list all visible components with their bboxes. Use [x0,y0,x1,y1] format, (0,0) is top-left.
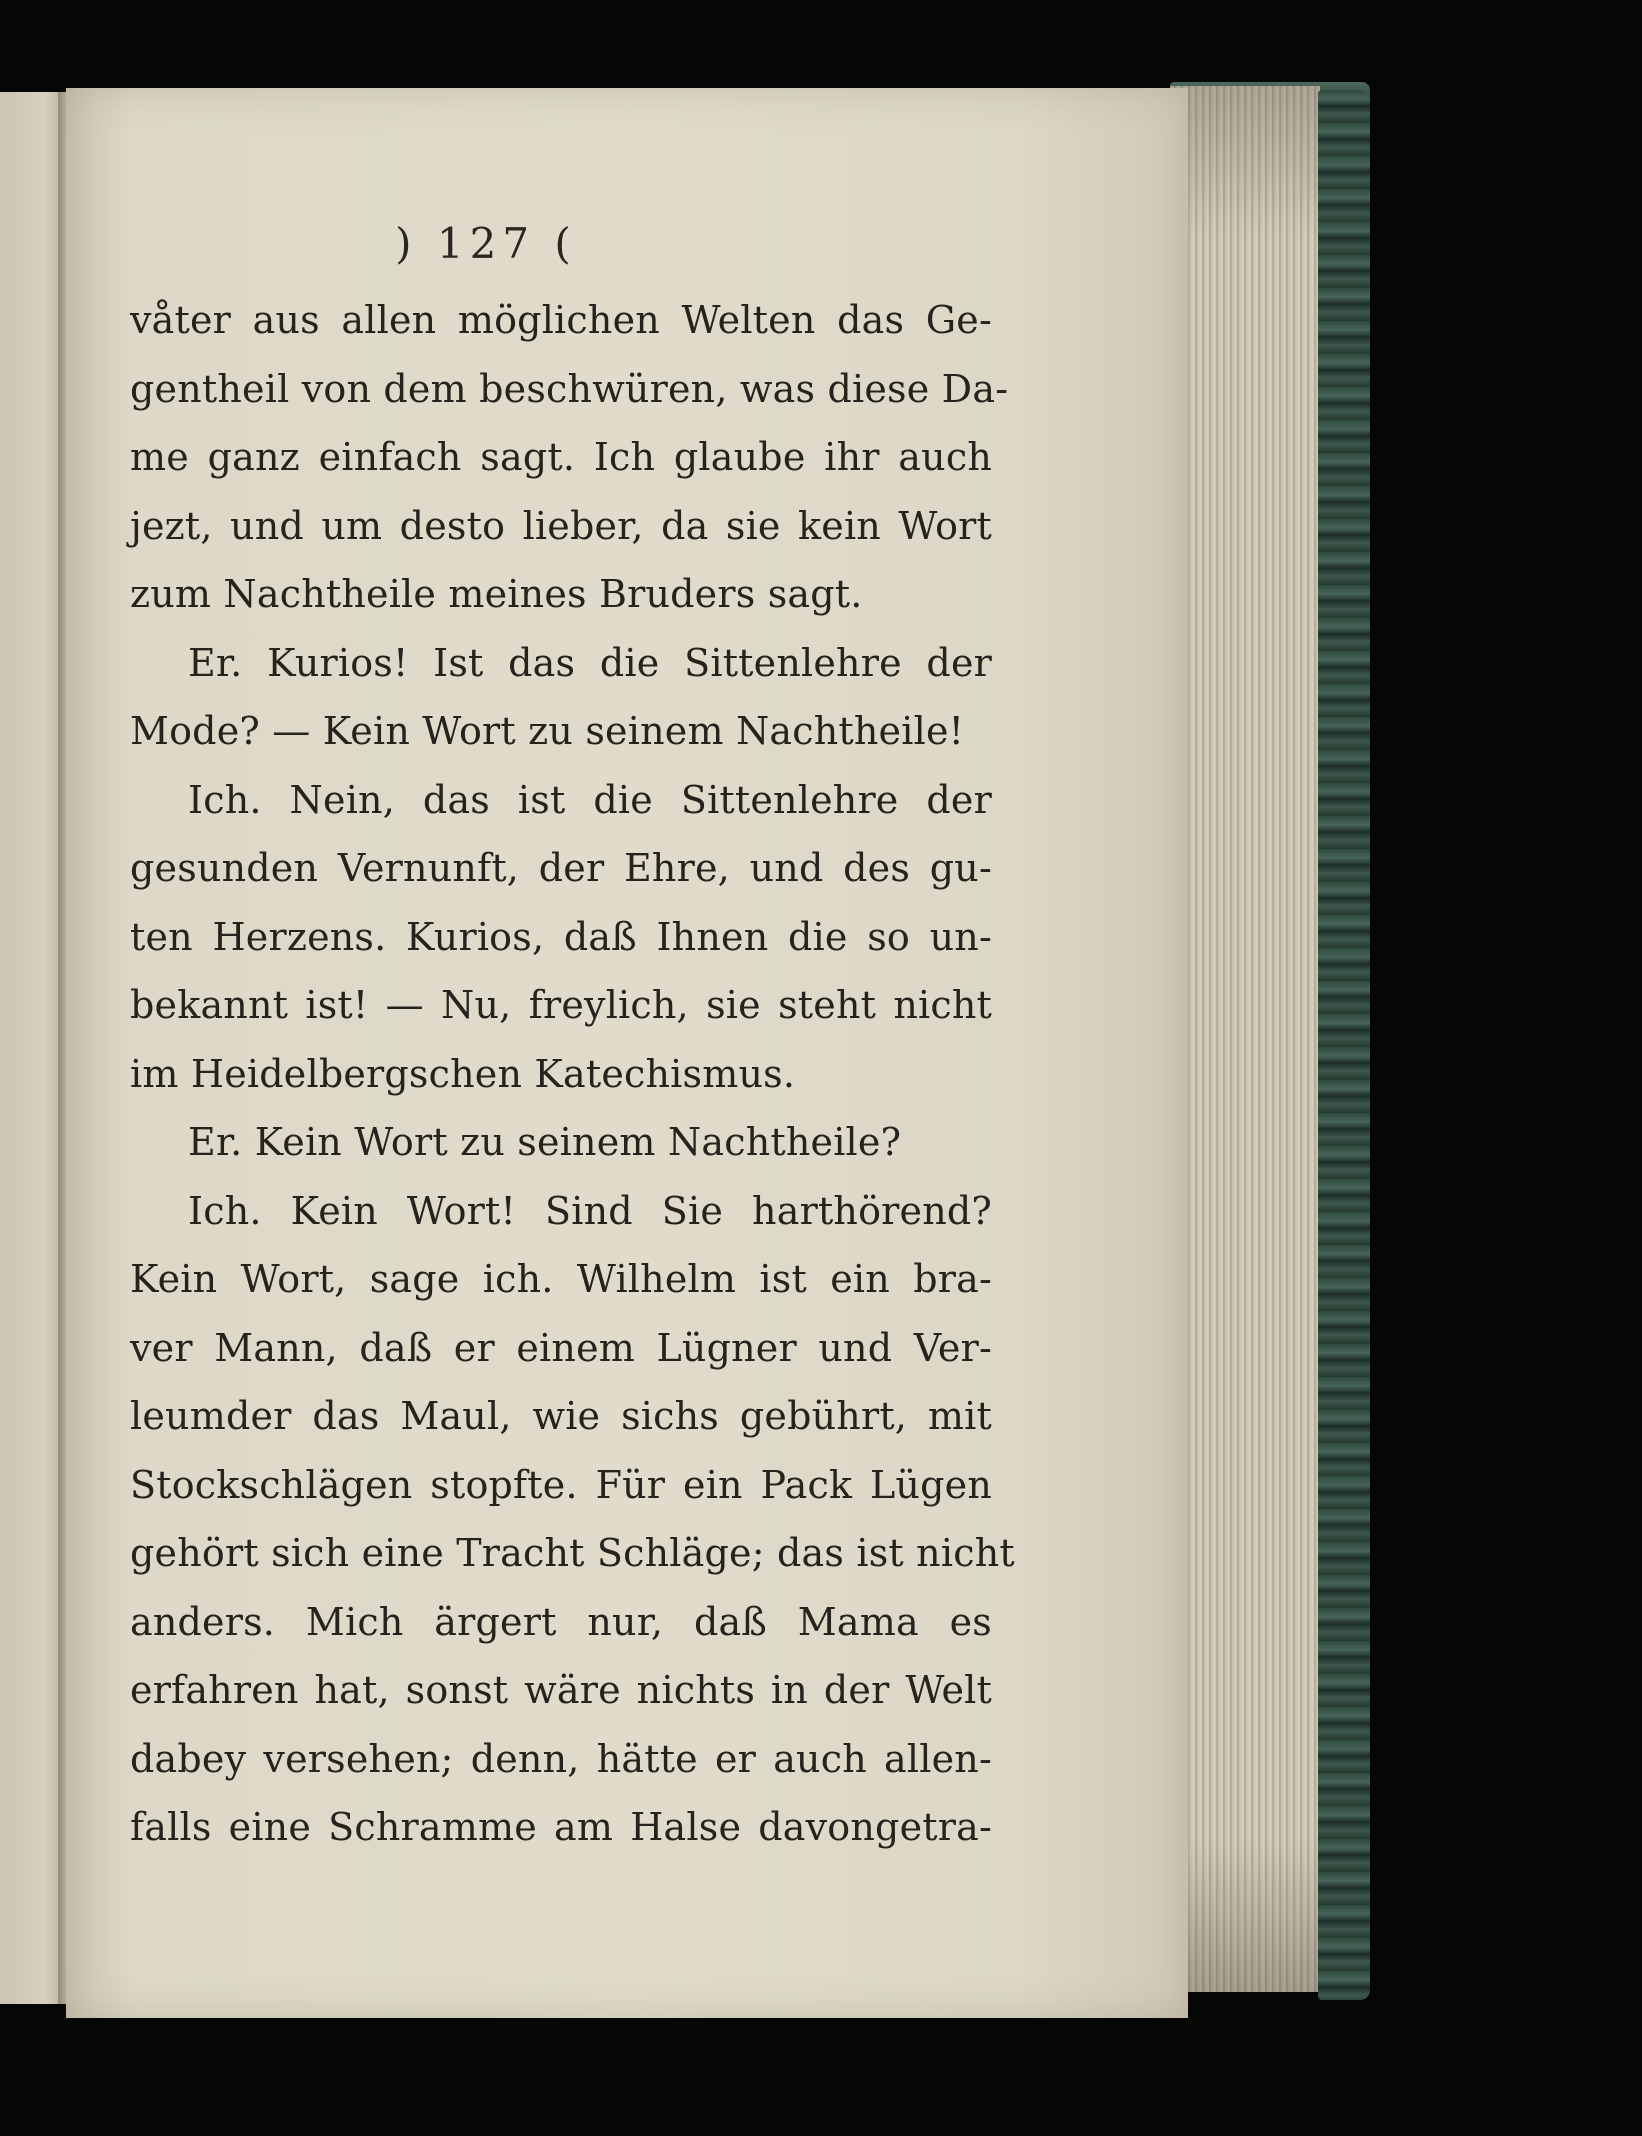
text-line: gentheil von dem beschwüren, was diese Da- [130,366,1009,411]
text-line: anders. Mich ärgert nur, daß Mama es [130,1599,992,1644]
text-line: Stockschlägen stopfte. Für ein Pack Lügen [130,1462,992,1507]
text-line: våter aus allen möglichen Welten das Ge- [130,298,992,342]
text-line: me ganz einfach sagt. Ich glaube ihr auch [130,435,992,479]
text-line: zum Nachtheile meines Bruders sagt. [130,572,863,616]
text-line: erfahren hat, sonst wäre nichts in der Welt [130,1668,992,1712]
text-line: gehört sich eine Tracht Schläge; das ist nicht [130,1531,1015,1575]
page-number-header: ) 127 ( [395,219,577,268]
text-line: bekannt ist! — Nu, freylich, sie steht nicht [130,983,992,1027]
page-block-shadow [1170,86,1320,1992]
text-line: falls eine Schramme am Halse davongetra- [130,1805,992,1849]
previous-page-edge [0,92,64,2004]
text-line: Er. Kein Wort zu seinem Nachtheile? [188,1120,902,1164]
text-line: dabey versehen; denn, hätte er auch allen- [130,1736,992,1781]
page-text [130,212,1015,1862]
text-line: ten Herzens. Kurios, daß Ihnen die so un- [130,914,992,959]
text-line: gesunden Vernunft, der Ehre, und des gu- [130,846,992,890]
text-line: Ich. Kein Wort! Sind Sie harthörend? [188,1188,992,1233]
text-line: jezt, und um desto lieber, da sie kein Wort [130,503,992,548]
text-line: Kein Wort, sage ich. Wilhelm ist ein bra- [130,1257,992,1301]
text-line: Mode? — Kein Wort zu seinem Nachtheile! [130,709,965,753]
text-line: ver Mann, daß er einem Lügner und Ver- [130,1325,992,1370]
marbled-cover-edge [1318,90,1370,2000]
text-line: leumder das Maul, wie sichs gebührt, mit [130,1394,992,1438]
text-line: Er. Kurios! Ist das die Sittenlehre der [188,640,992,685]
text-line: Ich. Nein, das ist die Sittenlehre der [188,777,992,822]
text-line: im Heidelbergschen Katechismus. [130,1051,796,1096]
text-lines [130,286,1015,1862]
